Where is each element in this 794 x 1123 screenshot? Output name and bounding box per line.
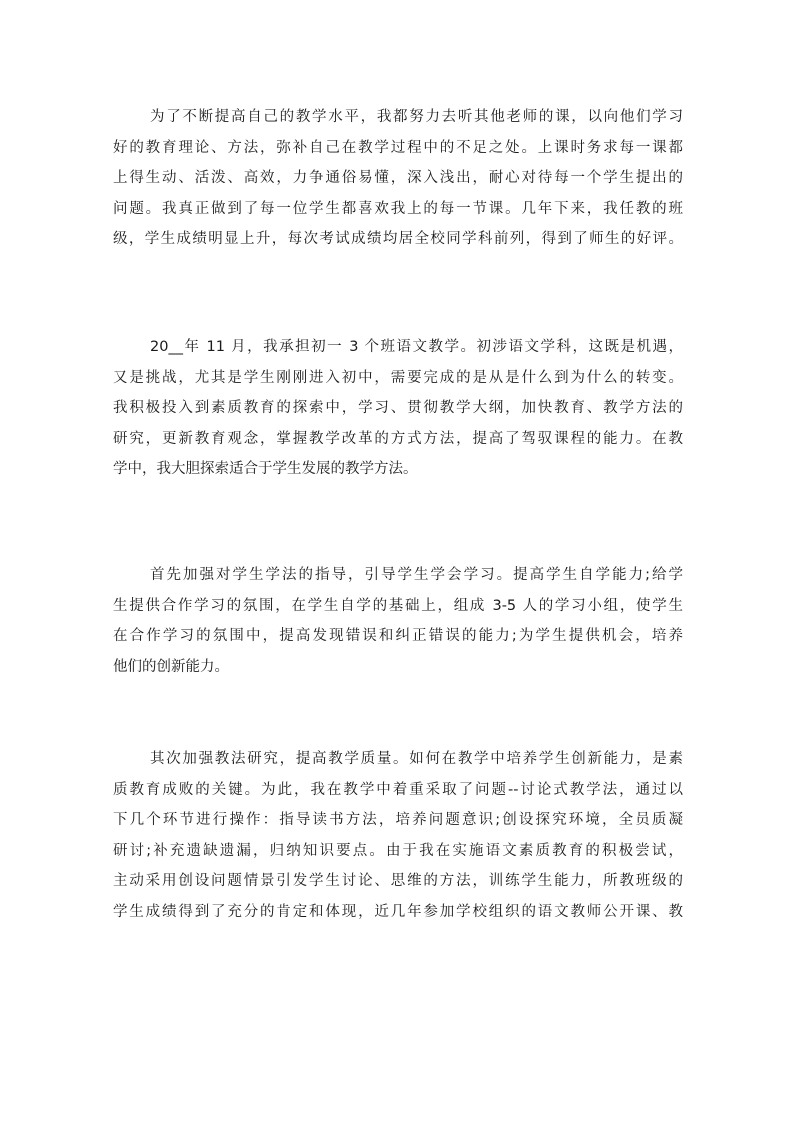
paragraph-1 [113,102,683,255]
paragraph-line: 我积极投入到素质教育的探索中，学习、贯彻教学大纲，加快教育、教学方法的 [113,400,683,416]
paragraph-line: 研讨;补充遗缺遗漏，归纳知识要点。由于我在实施语文素质教育的积极尝试， [113,842,683,859]
paragraph-line: 学生成绩得到了充分的肯定和体现，近几年参加学校组织的语文教师公开课、教 [113,903,683,920]
paragraph-line: 级，学生成绩明显上升，每次考试成绩均居全校同学科前列，得到了师生的好评。 [113,231,683,247]
paragraph-line: 主动采用创设问题情景引发学生讨论、思维的方法，训练学生能力，所教班级的 [113,873,683,889]
paragraph-line: 好的教育理论、方法，弥补自己在教学过程中的不足之处。上课时务求每一课都 [113,139,683,156]
paragraph-line: 又是挑战，尤其是学生刚刚进入初中，需要完成的是从是什么到为什么的转变。 [113,369,683,386]
paragraph-4 [113,744,683,927]
paragraph-line: 为了不断提高自己的教学水平，我都努力去听其他老师的课，以向他们学习 [150,109,683,125]
paragraph-line: 研究，更新教育观念，掌握教学改革的方式方法，提高了驾驭课程的能力。在教 [113,430,683,447]
paragraph-line: 上得生动、活泼、高效，力争通俗易懂，深入浅出，耐心对待每一个学生提出的 [113,170,683,186]
paragraph-line: 他们的创新能力。 [113,658,229,675]
paragraph-2 [113,332,683,485]
paragraph-line: 其次加强教法研究，提高教学质量。如何在教学中培养学生创新能力，是素 [150,751,683,767]
paragraph-line: 20__年 11 月，我承担初一 3 个班语文教学。初涉语文学科，这既是机遇， [150,339,683,355]
paragraph-line: 在合作学习的氛围中，提高发现错误和纠正错误的能力;为学生提供机会，培养 [113,628,683,644]
paragraph-line: 首先加强对学生学法的指导，引导学生学会学习。提高学生自学能力;给学 [150,567,683,583]
paragraph-line: 质教育成败的关键。为此，我在教学中着重采取了问题--讨论式教学法，通过以 [113,781,683,798]
paragraph-3 [113,560,683,682]
paragraph-line: 问题。我真正做到了每一位学生都喜欢我上的每一节课。几年下来，我任教的班 [113,200,683,217]
paragraph-line: 生提供合作学习的氛围，在学生自学的基础上，组成 3-5 人的学习小组，使学生 [113,597,683,614]
paragraph-line: 下几个环节进行操作：指导读书方法，培养问题意识;创设探究环境，全员质凝 [113,812,683,828]
paragraph-line: 学中，我大胆探索适合于学生发展的教学方法。 [113,461,418,477]
